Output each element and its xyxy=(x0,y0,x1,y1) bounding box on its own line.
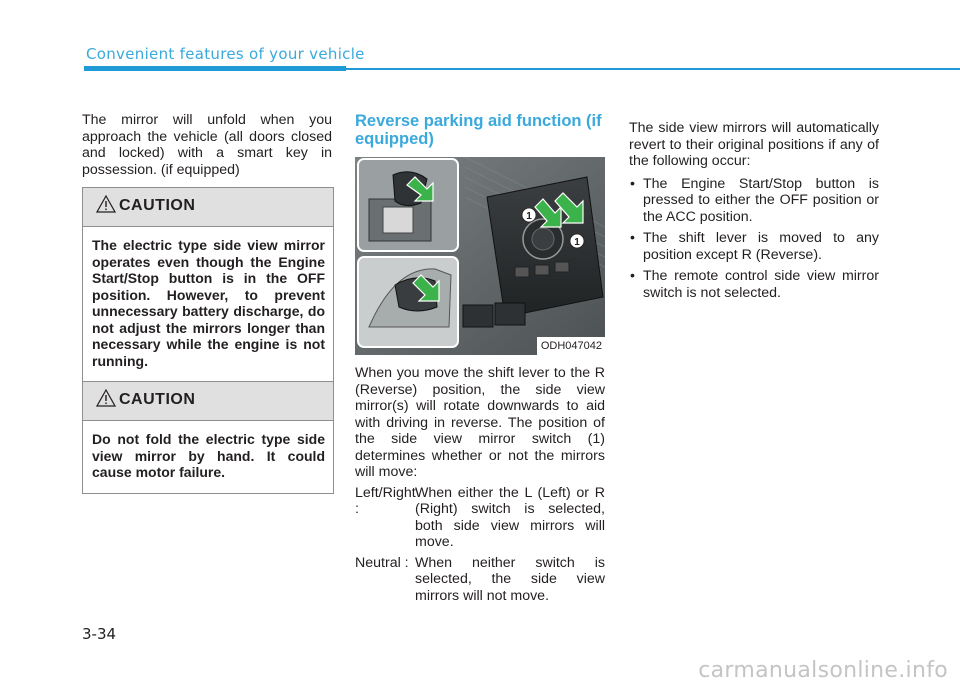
definition-description: When either the L (Left) or R (Right) switch is selected, both side view mirrors will move. xyxy=(415,484,605,550)
shift-lever-mirror-figure xyxy=(355,157,605,355)
caution-text: Do not fold the electric type side view mirror by hand. It could cause motor failure. xyxy=(92,431,325,480)
caution-text: The electric type side view mirror operates even though the Engine Start/Stop button is in the OFF position. However, to prevent unnecessary battery discharge, do not adjust the mirrors longer than necessary while the engine is not running. xyxy=(92,237,325,369)
header-title: Convenient features of your vehicle xyxy=(86,45,365,63)
figure-code: ODH047042 xyxy=(537,337,605,356)
warning-triangle-icon xyxy=(96,195,116,213)
callout-marker xyxy=(570,234,584,248)
callout-number: 1 xyxy=(526,211,532,222)
caution-box xyxy=(82,381,334,494)
caution-header xyxy=(83,382,333,421)
header-rule-thick xyxy=(84,66,346,71)
caution-box xyxy=(82,187,334,382)
callout-marker xyxy=(522,208,536,222)
shift-lever-inset xyxy=(358,159,458,251)
side-mirror-inset xyxy=(358,257,458,347)
caution-header xyxy=(83,188,333,227)
header-rule-thin xyxy=(346,68,960,70)
revert-conditions-list xyxy=(629,176,879,302)
definition-term: Left/Right : xyxy=(355,484,416,517)
console-illustration xyxy=(355,157,605,355)
caution-title: CAUTION xyxy=(119,197,196,214)
watermark: carmanualsonline.info xyxy=(698,658,948,683)
definition-row xyxy=(355,555,605,605)
definition-description: When neither switch is selected, the side view mirrors will not move. xyxy=(415,554,605,604)
warning-triangle-icon xyxy=(96,389,116,407)
caution-title: CAUTION xyxy=(119,391,196,408)
callout-number: 1 xyxy=(574,237,580,248)
column-middle xyxy=(355,112,605,604)
list-item: • The shift lever is moved to any position except R (Reverse). xyxy=(629,230,879,263)
list-item: • The Engine Start/Stop button is pressed to either the OFF position or the ACC position. xyxy=(629,176,879,226)
definition-row xyxy=(355,485,605,551)
column-left xyxy=(82,112,332,178)
list-item: • The remote control side view mirror switch is not selected. xyxy=(629,268,879,301)
column-right xyxy=(629,120,879,306)
revert-paragraph: The side view mirrors will automatically revert to their original positions if any of the following occur: xyxy=(629,120,879,169)
section-title: Reverse parking aid function (if equipped) xyxy=(355,112,602,148)
page-number: 3-34 xyxy=(82,625,117,643)
intro-paragraph: The mirror will unfold when you approach the vehicle (all doors closed and locked) with a smart key in possession. (if equipped) xyxy=(82,112,332,178)
definition-term: Neutral : xyxy=(355,554,409,571)
reverse-aid-paragraph: When you move the shift lever to the R (Reverse) position, the side view mirror(s) will rotate downwards to aid with driving in reverse. The position of the side view mirror switch (1) determines whether or not the mirrors will move: xyxy=(355,365,605,480)
